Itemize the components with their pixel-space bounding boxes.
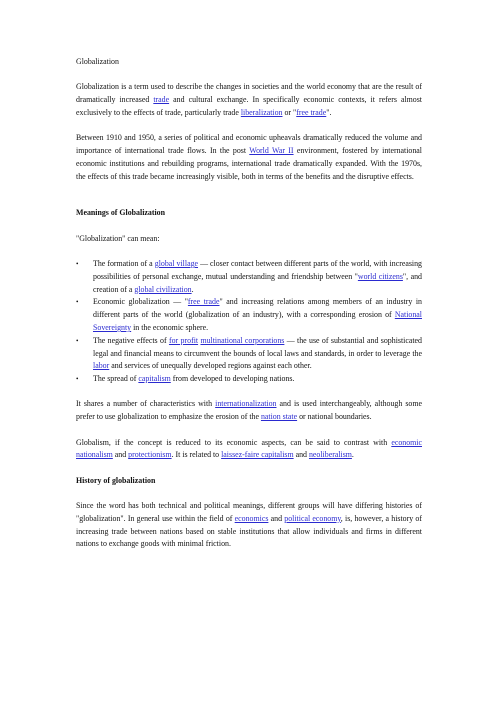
list-item: • Economic globalization — "free trade" and increasing relations among members of an industry in different parts of the world (globalization of an industry), with a corresponding erosion of National Sovereignty in the economic sphere.	[76, 297, 422, 332]
list-item: • The formation of a global village — closer contact between different parts of the world, with increasing possibilities of personal exchange, mutual understanding and friendship between "world citizens", and creation of a global civilization.	[76, 258, 423, 294]
link-free-trade-2[interactable]: free trade	[187, 297, 220, 307]
spacer	[76, 120, 422, 133]
paragraph-definition: Globalization is a term used to describe the changes in societies and the world economy that are the result of dramatically increased trade and cultural exchange. In specifically economic contexts, it refers almost exclusively to the effects of trade, particularly trade liberalization or "free trade".	[76, 82, 423, 117]
link-global-civilization[interactable]: global civilization	[134, 284, 192, 294]
spacer	[76, 69, 422, 82]
link-liberalization[interactable]: liberalization	[240, 107, 283, 117]
spacer	[76, 245, 422, 258]
paragraph-globalism: Globalism, if the concept is reduced to its economic aspects, can be said to contrast with economic nationalism and protectionism. It is related to laissez-faire capitalism and neoliberalism.	[76, 437, 422, 460]
bullet-icon: •	[76, 336, 79, 345]
spacer	[76, 386, 422, 399]
link-world-war-ii[interactable]: World War II	[249, 145, 294, 155]
spacer	[76, 487, 422, 500]
link-for-profit[interactable]: for profit	[168, 335, 199, 345]
paragraph-history: Since the word has both technical and political meanings, different groups will have differing histories of "globalization". In general use within the field of economics and political economy, is, however, a history of increasing trade between nations based on stable institutions that allow individuals and firms in different nations to exchange goods with minimal friction.	[76, 500, 423, 549]
spacer	[76, 424, 422, 437]
link-neoliberalism[interactable]: neoliberalism	[308, 450, 352, 460]
spacer	[76, 183, 422, 207]
document-title: Globalization	[76, 57, 119, 66]
link-laissez-faire-capitalism[interactable]: laissez-faire capitalism	[221, 450, 294, 460]
paragraph-characteristics: It shares a number of characteristics with internationalization and is used interchangeably, although some prefer to use globalization to emphasize the erosion of the nation state or national boundaries.	[76, 399, 422, 422]
bullet-icon: •	[76, 259, 79, 268]
link-global-village[interactable]: global village	[154, 258, 199, 268]
meanings-list	[76, 258, 422, 386]
link-national-sovereignty[interactable]: National Sovereignty	[93, 310, 422, 332]
link-capitalism[interactable]: capitalism	[138, 374, 171, 384]
bullet-icon: •	[76, 298, 79, 307]
link-labor[interactable]: labor	[93, 361, 110, 371]
list-item: • The negative effects of for profit multinational corporations — the use of substantial and sophisticated legal and financial means to circumvent the bounds of local laws and standards, in order to leverage the labor and services of unequally developed regions against each other.	[76, 335, 422, 371]
link-economic-nationalism[interactable]: economic nationalism	[76, 437, 422, 460]
list-item: • The spread of capitalism from developed to developing nations.	[76, 373, 422, 386]
heading-meanings: Meanings of Globalization	[76, 208, 165, 218]
spacer	[76, 462, 422, 475]
link-internationalization[interactable]: internationalization	[215, 399, 277, 409]
heading-history: History of globalization	[76, 475, 156, 485]
link-political-economy[interactable]: political economy	[284, 513, 341, 523]
link-trade[interactable]: trade	[153, 95, 170, 105]
paragraph-history-intro: Between 1910 and 1950, a series of political and economic upheavals dramatically reduced the volume and importance of international trade flows. In the post World War II environment, fostered by international economic institutions and rebuilding programs, international trade dramatically expanded. With the 1970s, the effects of this trade became increasingly visible, both in terms of the benefits and the disruptive effects.	[76, 133, 423, 181]
link-free-trade[interactable]: free trade	[296, 107, 327, 117]
link-economics[interactable]: economics	[234, 513, 269, 523]
spacer	[76, 220, 422, 233]
link-multinational-corporations[interactable]: multinational corporations	[200, 335, 285, 345]
meanings-intro: "Globalization" can mean:	[76, 233, 160, 243]
bullet-icon: •	[76, 375, 79, 384]
document-body	[76, 56, 422, 551]
link-world-citizens[interactable]: world citizens	[357, 271, 403, 281]
link-nation-state[interactable]: nation state	[260, 412, 298, 422]
link-protectionism[interactable]: protectionism	[128, 450, 172, 460]
